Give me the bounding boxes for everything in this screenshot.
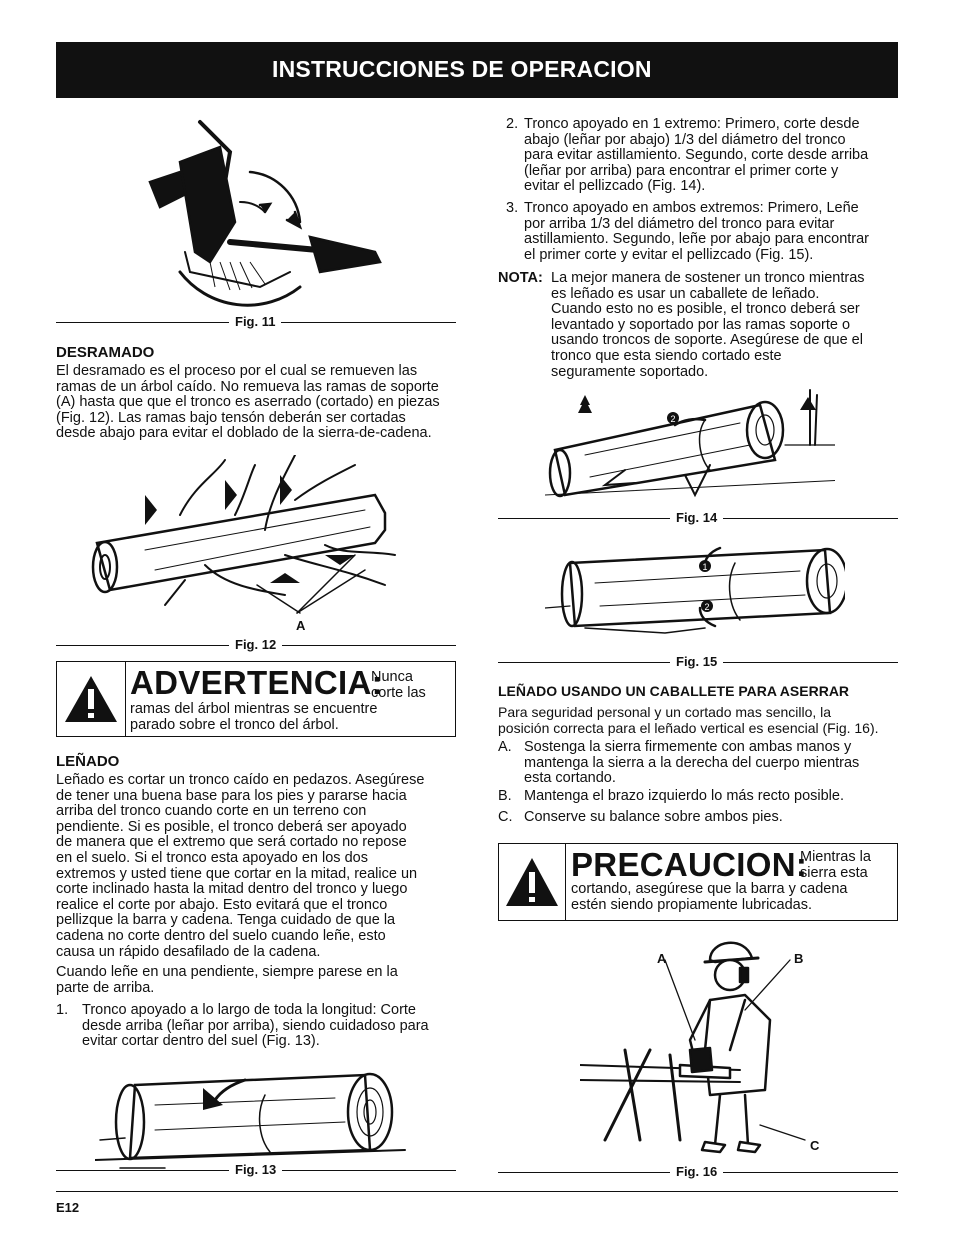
text-line: en el suelo. Si el tronco esta apoyado en los dos <box>56 849 368 866</box>
figure-16-caption: Fig. 16 <box>670 1164 723 1179</box>
text-line: Tronco apoyado en ambos extremos: Primero, Leñe <box>524 200 859 216</box>
text-line: desde arriba (leñar por arriba), siendo cuidadoso para <box>82 1017 429 1034</box>
figure-15-caption: Fig. 15 <box>670 654 723 669</box>
figure-11-caption: Fig. 11 <box>229 314 281 329</box>
text-line: El desramado es el proceso por el cual se remueven las <box>56 363 418 379</box>
caballete-paragraph <box>498 705 898 736</box>
text-line: Nunca <box>371 669 413 685</box>
warning-triangle-icon <box>499 844 565 920</box>
caution-title: PRECAUCION: <box>571 846 808 883</box>
text-line: Cuando esto no es posible, el tronco deberá ser <box>551 301 860 318</box>
caballete-item-c <box>498 810 898 826</box>
caballete-heading: LEÑADO USANDO UN CABALLETE PARA ASERRAR <box>498 683 850 699</box>
text-line: parado sobre el tronco del árbol. <box>130 716 339 733</box>
text-line: (Fig. 12). Las ramas bajo tensón deberán ser cortadas <box>56 409 406 426</box>
fig15-step-1: 1 <box>702 562 708 572</box>
text-line: arriba del tronco cuando corte en un terreno con <box>56 803 367 820</box>
figure-13-log-fully-supported-illustration <box>95 1060 415 1170</box>
text-line: esta cortando. <box>524 770 616 787</box>
text-line: Leñado es cortar un tronco caído en pedazos. Asegúrese <box>56 772 425 788</box>
text-line: sierra esta <box>800 864 868 881</box>
warning-triangle-icon <box>57 662 125 736</box>
text-line: de manera que el extremo que será cortado no repose <box>56 834 407 851</box>
text-line: Sostenga la sierra firmemente con ambas manos y <box>524 739 852 755</box>
caballete-item-a <box>498 740 898 787</box>
caution-inline-text <box>800 850 871 881</box>
text-line: evitar el pellizcado (Fig. 14). <box>524 178 706 195</box>
list-number: 2. <box>506 116 519 132</box>
caution-body <box>571 882 848 913</box>
text-line: tronco que esta siendo cortado este <box>551 347 782 364</box>
desramado-heading: DESRAMADO <box>56 344 155 361</box>
figure-15-log-both-ends-supported-illustration <box>545 538 845 643</box>
text-line: abajo (leñar por abajo) 1/3 del diámetro del tronco <box>524 131 846 148</box>
footer-rule <box>56 1191 898 1192</box>
text-line: por arriba 1/3 del diámetro del tronco para evitar <box>524 215 835 232</box>
text-line: corte inclinado hasta la mitad dentro del tronco y luego <box>56 881 408 898</box>
figure-16-label-b: B <box>794 951 804 966</box>
lenado-slope-paragraph <box>56 965 456 996</box>
nota-block <box>498 271 898 380</box>
text-line: (leñar por arriba) para encontrar el primer corte y <box>524 162 839 179</box>
text-line: ramas del árbol mientras se encuentre <box>130 701 378 717</box>
text-line: Cuando leñe en una pendiente, siempre parese en la <box>56 964 398 980</box>
desramado-paragraph <box>56 364 456 442</box>
text-line: desde abajo para evitar el doblado de la sierra-de-cadena. <box>56 425 432 442</box>
right-list-item-3 <box>506 201 898 263</box>
text-line: La mejor manera de sostener un tronco mientras <box>551 270 865 286</box>
text-line: mantenga la sierra a la derecha del cuerpo mientras <box>524 754 860 771</box>
text-line: ramas de un árbol caído. No remueva las ramas de soporte <box>56 378 439 395</box>
text-line: usando troncos de soporte. Asegúrese de que el <box>551 332 863 349</box>
text-line: cortando, asegúrese que la barra y cadena <box>571 881 848 897</box>
text-line: el primer corte y evitar el pellizcado (Fig. 15). <box>524 246 814 263</box>
list-letter: C. <box>498 809 513 825</box>
fig14-step-number: 2 <box>670 414 676 424</box>
warning-title: ADVERTENCIA: <box>130 664 383 701</box>
text-line: levantado y soportado por las ramas soporte o <box>551 316 851 333</box>
text-line: causa un rápido desafilado de la cadena. <box>56 943 321 960</box>
text-line: Mientras la <box>800 849 871 865</box>
text-line: astillamiento. Segundo, leñe por abajo para encontrar <box>524 231 870 248</box>
figure-14-caption: Fig. 14 <box>670 510 723 525</box>
text-line: realice el corte por abajo. Esto evitará que el tronco <box>56 896 388 913</box>
list-letter: A. <box>498 739 512 755</box>
right-list-item-2 <box>506 117 898 195</box>
caballete-item-b <box>498 789 898 805</box>
lenado-list-item-1 <box>56 1003 456 1050</box>
nota-label: NOTA: <box>498 270 543 286</box>
text-line: (A) hasta que que el tronco es aserrado (cortado) en piezas <box>56 394 440 411</box>
lenado-paragraph <box>56 773 456 960</box>
figure-16-label-c: C <box>810 1138 820 1153</box>
figure-14-log-one-end-supported-illustration <box>545 385 835 505</box>
list-number: 1. <box>56 1002 69 1018</box>
text-line: Tronco apoyado a lo largo de toda la longitud: Corte <box>82 1002 416 1018</box>
list-letter: B. <box>498 788 512 804</box>
figure-12-caption: Fig. 12 <box>229 637 282 652</box>
text-line: corte las <box>371 684 426 701</box>
list-number: 3. <box>506 200 519 216</box>
text-line: Mantenga el brazo izquierdo lo más recto posible. <box>524 788 844 804</box>
page-number: E12 <box>56 1200 80 1215</box>
text-line: parte de arriba. <box>56 979 155 996</box>
text-line: extremos y usted tiene que cortar en la mitad, realice un <box>56 865 418 882</box>
text-line: posición correcta para el leñado vertical es esencial (Fig. 16). <box>498 719 879 736</box>
warning-inline-text <box>371 670 426 701</box>
figure-11-limbing-illustration <box>140 112 385 312</box>
caution-box <box>498 843 898 921</box>
text-line: Conserve su balance sobre ambos pies. <box>524 809 783 825</box>
lenado-heading: LEÑADO <box>56 753 120 770</box>
figure-12-limbing-branches-illustration <box>85 455 410 620</box>
warning-icon-cell <box>57 662 126 736</box>
page-title: INSTRUCCIONES DE OPERACION <box>272 56 652 82</box>
warning-body <box>130 702 377 733</box>
text-line: de tener una buena base para los pies y pararse hacia <box>56 787 407 804</box>
text-line: Tronco apoyado en 1 extremo: Primero, corte desde <box>524 116 860 132</box>
text-line: pendiente. Si es posible, el tronco deberá ser apoyado <box>56 818 407 835</box>
text-line: estén siendo propiamente lubricadas. <box>571 896 813 913</box>
figure-13-caption: Fig. 13 <box>229 1162 282 1177</box>
text-line: Para seguridad personal y un cortado mas sencillo, la <box>498 704 832 720</box>
text-line: es leñado es usar un caballete de leñado. <box>551 285 820 302</box>
figure-16-label-a: A <box>657 951 667 966</box>
warning-box <box>56 661 456 737</box>
text-line: evitar cortar dentro del suel (Fig. 13). <box>82 1033 320 1050</box>
figure-12-label-a: A <box>296 618 306 633</box>
figure-16-sawhorse-bucking-illustration <box>580 930 820 1155</box>
text-line: seguramente soportado. <box>551 363 709 380</box>
caution-icon-cell <box>499 844 566 920</box>
text-line: para evitar astillamiento. Segundo, corte desde arriba <box>524 147 869 164</box>
text-line: pellizque la barra y cadena. Tenga cuidado de que la <box>56 912 396 929</box>
text-line: cadena no corte dentro del suelo cuando leñe, esto <box>56 927 386 944</box>
fig15-step-2: 2 <box>704 602 710 612</box>
